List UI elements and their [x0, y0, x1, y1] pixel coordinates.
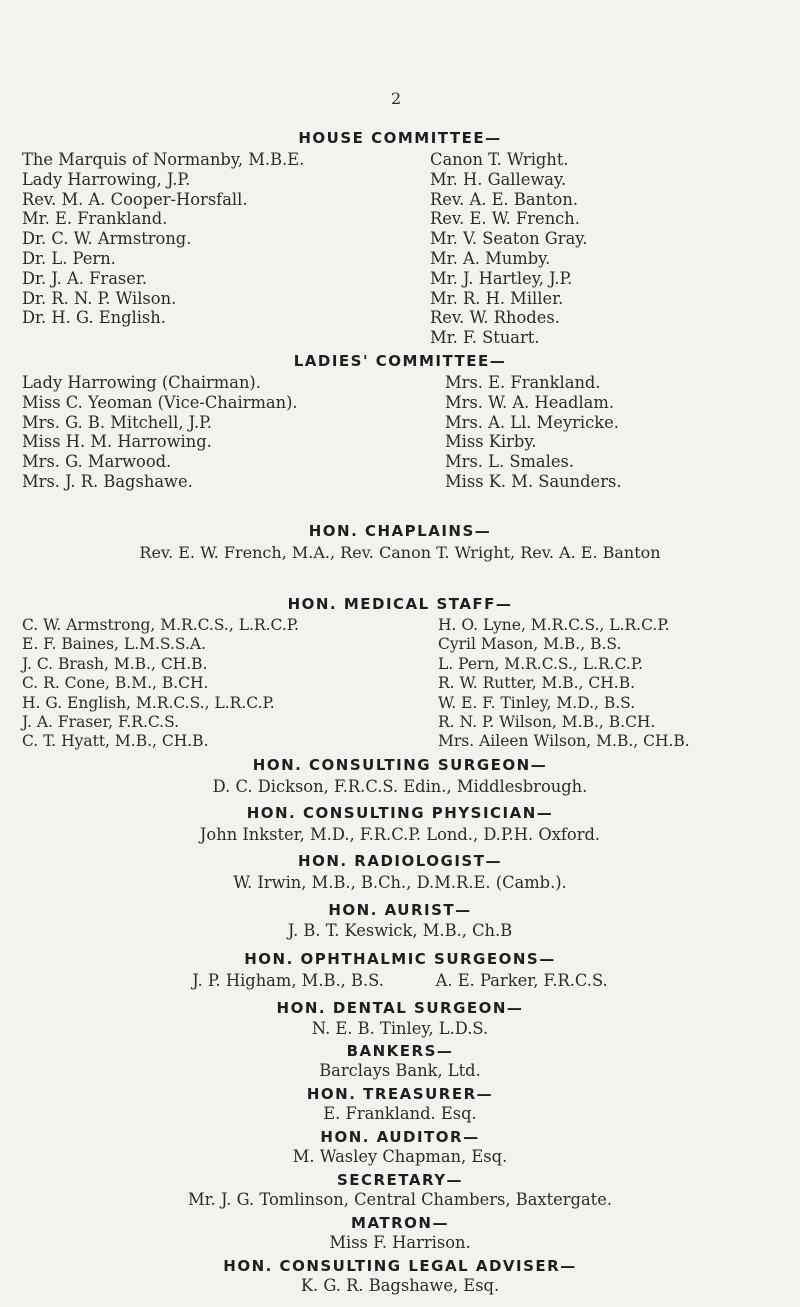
- member-name: Dr. L. Pern.: [22, 248, 116, 268]
- member-name: Mrs. J. R. Bagshawe.: [22, 471, 193, 491]
- member-name: Mr. E. Frankland.: [22, 209, 168, 229]
- staff-name: E. F. Baines, L.M.S.S.A.: [22, 635, 207, 654]
- member-name: Mrs. E. Frankland.: [445, 373, 601, 392]
- member-name: Miss H. M. Harrowing.: [22, 432, 212, 452]
- staff-name: J. A. Fraser, F.R.C.S.: [22, 713, 180, 732]
- member-name: The Marquis of Normanby, M.B.E.: [22, 150, 305, 169]
- member-name: Mrs. W. A. Headlam.: [445, 392, 614, 412]
- member-name: Rev. W. Rhodes.: [430, 308, 560, 328]
- member-name: Lady Harrowing, J.P.: [22, 169, 191, 189]
- treasurer-heading: HON. TREASURER—: [306, 1085, 494, 1103]
- medical-staff-heading: HON. MEDICAL STAFF—: [287, 595, 513, 613]
- legal-adviser-heading: HON. CONSULTING LEGAL ADVISER—: [223, 1257, 577, 1275]
- consulting-surgeon-heading: HON. CONSULTING SURGEON—: [252, 756, 548, 774]
- member-name: Mrs. A. Ll. Meyricke.: [445, 412, 619, 432]
- chaplains-text: Rev. E. W. French, M.A., Rev. Canon T. Wright, Rev. A. E. Banton: [139, 543, 661, 562]
- ophthalmic-surgeons-heading: HON. OPHTHALMIC SURGEONS—: [244, 950, 556, 968]
- staff-name: J. C. Brash, M.B., CH.B.: [22, 654, 208, 673]
- matron-text: Miss F. Harrison.: [329, 1233, 471, 1252]
- member-name: Dr. C. W. Armstrong.: [22, 229, 192, 249]
- member-name: Mr. R. H. Miller.: [430, 288, 564, 308]
- staff-name: R. W. Rutter, M.B., CH.B.: [438, 674, 636, 693]
- aurist-text: J. B. T. Keswick, M.B., Ch.B: [287, 921, 513, 940]
- chaplains-heading: HON. CHAPLAINS—: [308, 522, 492, 540]
- staff-name: Mrs. Aileen Wilson, M.B., CH.B.: [438, 732, 690, 751]
- secretary-heading: SECRETARY—: [336, 1171, 464, 1189]
- member-name: Dr. J. A. Fraser.: [22, 268, 148, 288]
- house-committee-right-column: [430, 150, 587, 348]
- member-name: Lady Harrowing (Chairman).: [22, 373, 261, 392]
- consulting-surgeon-text: D. C. Dickson, F.R.C.S. Edin., Middlesbrough.: [212, 777, 588, 796]
- matron-heading: MATRON—: [351, 1214, 449, 1232]
- treasurer-text: E. Frankland. Esq.: [323, 1104, 477, 1123]
- staff-name: W. E. F. Tinley, M.D., B.S.: [438, 693, 636, 712]
- member-name: Mr. A. Mumby.: [430, 248, 551, 268]
- member-name: Canon T. Wright.: [430, 150, 569, 169]
- consulting-physician-text: John Inkster, M.D., F.R.C.P. Lond., D.P.H. Oxford.: [199, 825, 601, 844]
- member-name: Rev. A. E. Banton.: [430, 189, 579, 209]
- radiologist-heading: HON. RADIOLOGIST—: [298, 852, 502, 870]
- legal-adviser-text: K. G. R. Bagshawe, Esq.: [300, 1276, 500, 1295]
- ophthalmic-surgeons-text: J. P. Higham, M.B., B.S. A. E. Parker, F.R.C.S.: [192, 971, 608, 990]
- staff-name: R. N. P. Wilson, M.B., B.CH.: [438, 713, 656, 732]
- ladies-committee-left-column: [22, 373, 298, 492]
- member-name: Mr. H. Galleway.: [430, 169, 567, 189]
- staff-name: C. T. Hyatt, M.B., CH.B.: [22, 732, 209, 751]
- member-name: Dr. R. N. P. Wilson.: [22, 288, 177, 308]
- member-name: Dr. H. G. English.: [22, 308, 166, 328]
- staff-name: C. W. Armstrong, M.R.C.S., L.R.C.P.: [22, 616, 299, 634]
- staff-name: H. G. English, M.R.C.S., L.R.C.P.: [22, 693, 275, 712]
- member-name: Mrs. G. B. Mitchell, J.P.: [22, 412, 212, 432]
- member-name: Miss K. M. Saunders.: [445, 471, 622, 491]
- bankers-heading: BANKERS—: [346, 1042, 454, 1060]
- member-name: Miss Kirby.: [445, 432, 537, 452]
- medical-staff-right-column: [438, 616, 690, 752]
- member-name: Mrs. G. Marwood.: [22, 452, 172, 472]
- ladies-committee-heading: LADIES' COMMITTEE—: [293, 352, 507, 370]
- house-committee-left-column: [22, 150, 304, 328]
- page-number: 2: [391, 89, 402, 108]
- member-name: Mr. F. Stuart.: [430, 328, 540, 348]
- aurist-heading: HON. AURIST—: [328, 901, 472, 919]
- member-name: Miss C. Yeoman (Vice-Chairman).: [22, 392, 298, 412]
- member-name: Mrs. L. Smales.: [445, 452, 574, 472]
- secretary-text: Mr. J. G. Tomlinson, Central Chambers, Baxtergate.: [187, 1190, 613, 1209]
- dental-surgeon-text: N. E. B. Tinley, L.D.S.: [311, 1019, 489, 1038]
- ladies-committee-right-column: [445, 373, 622, 492]
- staff-name: L. Pern, M.R.C.S., L.R.C.P.: [438, 654, 644, 673]
- medical-staff-left-column: [22, 616, 299, 752]
- staff-name: C. R. Cone, B.M., B.CH.: [22, 674, 209, 693]
- bankers-text: Barclays Bank, Ltd.: [319, 1061, 481, 1080]
- member-name: Mr. J. Hartley, J.P.: [430, 268, 573, 288]
- member-name: Rev. E. W. French.: [430, 209, 580, 229]
- radiologist-text: W. Irwin, M.B., B.Ch., D.M.R.E. (Camb.).: [233, 873, 567, 892]
- member-name: Mr. V. Seaton Gray.: [430, 229, 588, 249]
- member-name: Rev. M. A. Cooper-Horsfall.: [22, 189, 248, 209]
- auditor-heading: HON. AUDITOR—: [320, 1128, 480, 1146]
- staff-name: Cyril Mason, M.B., B.S.: [438, 635, 622, 654]
- staff-name: H. O. Lyne, M.R.C.S., L.R.C.P.: [438, 616, 670, 634]
- auditor-text: M. Wasley Chapman, Esq.: [292, 1147, 508, 1166]
- dental-surgeon-heading: HON. DENTAL SURGEON—: [276, 999, 524, 1017]
- consulting-physician-heading: HON. CONSULTING PHYSICIAN—: [246, 804, 554, 822]
- house-committee-heading: HOUSE COMMITTEE—: [298, 129, 502, 147]
